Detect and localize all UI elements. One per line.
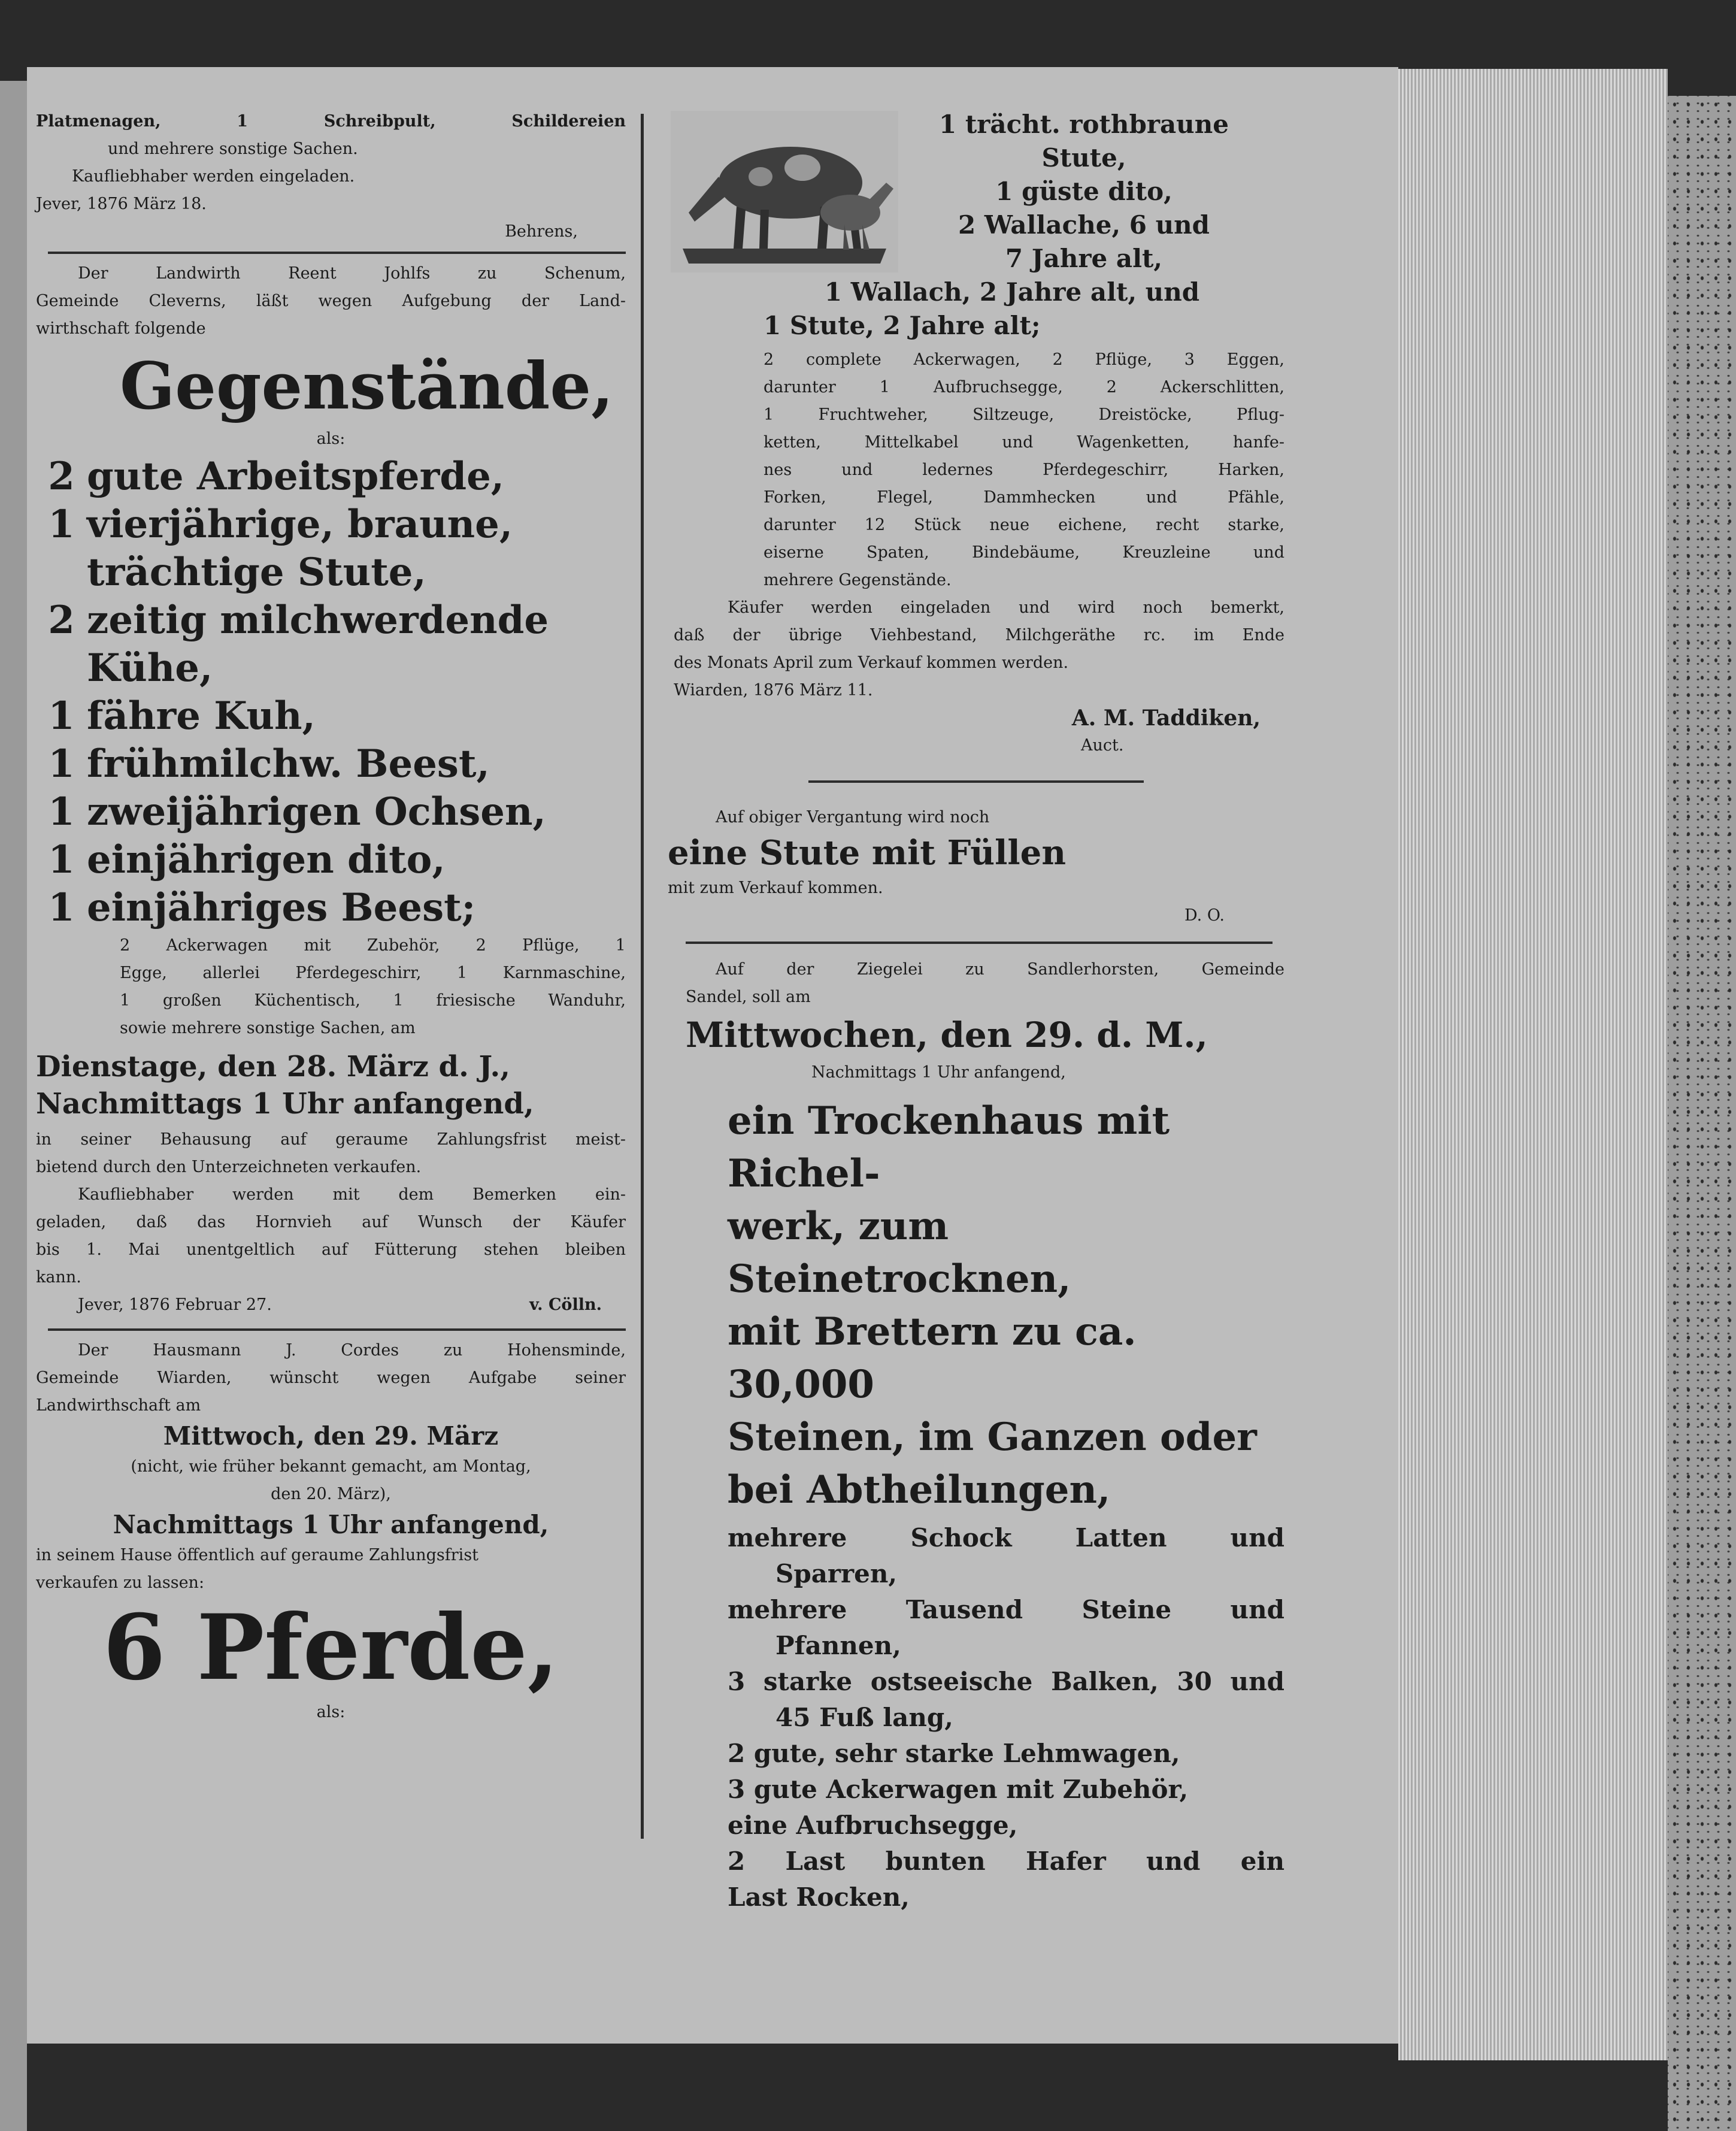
initials: D. O. [1184, 906, 1225, 925]
list-item: 7 Jahre alt, [1005, 244, 1163, 273]
heading: Gegenstände, [120, 349, 614, 424]
ad-line: Kaufliebhaber werden eingeladen. [72, 167, 355, 186]
left-column [36, 108, 626, 1726]
ad-cordes [36, 1337, 626, 1726]
list-item: 1 Wallach, 2 Jahre alt, und [824, 277, 1200, 307]
auction-date: Dienstage, den 28. März d. J., [36, 1050, 510, 1083]
book-cover [1668, 96, 1736, 2131]
list-item: 1 zweijährigen Ochsen, [48, 789, 546, 834]
ad-furniture [36, 108, 626, 246]
list-item: 2 zeitig milchwerdende [48, 598, 549, 643]
ad-line: Der Landwirth Reent Johlfs zu Schenum, [78, 264, 626, 283]
ad-line: Forken, Flegel, Dammhecken und Pfähle, [764, 488, 1284, 507]
divider [686, 942, 1273, 944]
list-item: Stute, [1041, 143, 1126, 172]
ad-reent-johlfs [36, 260, 626, 1319]
ad-line: Auf obiger Vergantung wird noch [716, 808, 990, 827]
list-item: 2 gute Arbeitspferde, [48, 454, 505, 499]
ad-line: in seiner Behausung auf geraume Zahlungsfrist meist- [36, 1130, 626, 1149]
ad-line: Sandel, soll am [686, 988, 811, 1006]
offer-line: werk, zum Steinetrocknen, [728, 1204, 1071, 1301]
list-item: trächtige Stute, [87, 550, 426, 595]
ad-line: geladen, daß das Hornvieh auf Wunsch der Käufer [36, 1213, 626, 1231]
ad-line: Auf der Ziegelei zu Sandlerhorsten, Gemeinde [716, 960, 1284, 979]
ad-note: (nicht, wie früher bekannt gemacht, am Montag, [131, 1457, 531, 1476]
list-item: 2 gute, sehr starke Lehmwagen, [728, 1739, 1180, 1768]
offer-line: mit Brettern zu ca. 30,000 [728, 1309, 1137, 1407]
signature: A. M. Taddiken, [1071, 706, 1261, 731]
ad-line: Gemeinde Cleverns, läßt wegen Aufgebung der Land- [36, 292, 626, 310]
offer-line: Steinen, im Ganzen oder [728, 1415, 1257, 1460]
list-item: 1 einjähriges Beest; [48, 885, 476, 930]
ad-line: mehrere Gegenstände. [764, 571, 952, 589]
ad-line: und mehrere sonstige Sachen. [108, 140, 358, 158]
book-page-edges [1398, 69, 1668, 2060]
list-item: 3 starke ostseeische Balken, 30 und [728, 1667, 1284, 1696]
list-item: mehrere Tausend Steine und [728, 1595, 1284, 1624]
als-label: als: [316, 1703, 346, 1721]
ad-ziegelei [668, 956, 1284, 1915]
item-list [36, 453, 626, 932]
list-item: 1 güste dito, [995, 177, 1173, 206]
signature-row [36, 1291, 626, 1319]
list-item: 2 Last bunten Hafer und ein [728, 1847, 1284, 1876]
list-item: 1 fähre Kuh, [48, 694, 316, 738]
item-list [668, 1520, 1284, 1915]
ad-line: darunter 12 Stück neue eichene, recht starke, [764, 516, 1284, 534]
list-item: Sparren, [775, 1559, 898, 1588]
ad-line: bietend durch den Unterzeichneten verkaufen. [36, 1158, 422, 1176]
divider [48, 1328, 626, 1331]
auction-time: Nachmittags 1 Uhr anfangend, [36, 1087, 534, 1121]
ad-line: ketten, Mittelkabel und Wagenketten, hanfe- [764, 433, 1284, 452]
list-item: 1 vierjährige, braune, [48, 502, 513, 547]
heading: 6 Pferde, [103, 1595, 559, 1700]
ad-line: daß der übrige Viehbestand, Milchgeräthe rc. im Ende [674, 626, 1284, 644]
ad-body [668, 594, 1284, 759]
ad-line: sowie mehrere sonstige Sachen, am [120, 1019, 416, 1037]
ad-line: bis 1. Mai unentgeltlich auf Fütterung stehen bleiben [36, 1240, 626, 1259]
list-item: 45 Fuß lang, [775, 1703, 953, 1732]
ad-taddiken [668, 108, 1284, 759]
list-item: 1 frühmilchw. Beest, [48, 741, 490, 786]
list-item: eine Aufbruchsegge, [728, 1811, 1018, 1840]
ad-line: Kaufliebhaber werden mit dem Bemerken ein- [78, 1185, 626, 1204]
ad-note: den 20. März), [271, 1485, 391, 1503]
ad-line: des Monats April zum Verkauf kommen werden. [674, 653, 1069, 672]
list-item: Pfannen, [775, 1631, 901, 1660]
signature: Behrens, [505, 222, 578, 241]
list-item: mehrere Schock Latten und [728, 1523, 1284, 1552]
auction-time: Nachmittags 1 Uhr anfangend, [811, 1063, 1066, 1082]
list-item: 1 einjährigen dito, [48, 837, 446, 882]
list-item: 1 trächt. rothbraune [939, 110, 1229, 139]
right-column [668, 108, 1284, 1915]
list-item: 3 gute Ackerwagen mit Zubehör, [728, 1775, 1189, 1804]
item-details [668, 346, 1284, 594]
ad-line: Gemeinde Wiarden, wünscht wegen Aufgabe seiner [36, 1369, 626, 1387]
left-page-edge [0, 81, 27, 2131]
list-item: 1 Stute, 2 Jahre alt; [764, 311, 1041, 340]
place-date: Wiarden, 1876 März 11. [674, 681, 873, 700]
ad-line: Käufer werden eingeladen und wird noch bemerkt, [728, 598, 1284, 617]
ad-line: wirthschaft folgende [36, 319, 206, 338]
ad-line: 1 Fruchtweher, Siltzeuge, Dreistöcke, Pflug- [764, 405, 1284, 424]
auction-time: Nachmittags 1 Uhr anfangend, [113, 1510, 549, 1539]
heading: eine Stute mit Füllen [668, 833, 1067, 873]
main-offer [668, 1095, 1284, 1516]
divider [48, 252, 626, 254]
ad-line: Landwirthschaft am [36, 1396, 201, 1415]
ad-line: Egge, allerlei Pferdegeschirr, 1 Karnmaschine, [120, 964, 626, 982]
ad-line: nes und ledernes Pferdegeschirr, Harken, [764, 461, 1284, 479]
signature: v. Cölln. [529, 1295, 602, 1314]
als-label: als: [316, 429, 346, 448]
offer-line: ein Trockenhaus mit Richel- [728, 1098, 1170, 1196]
column-divider [641, 114, 644, 1839]
place-date: Jever, 1876 Februar 27. [78, 1295, 272, 1314]
ad-line: Der Hausmann J. Cordes zu Hohensminde, [78, 1341, 626, 1360]
list-item: Last Rocken, [728, 1882, 910, 1912]
list-item: 2 Wallache, 6 und [958, 210, 1210, 240]
ad-line: mit zum Verkauf kommen. [668, 879, 883, 897]
ad-line: verkaufen zu lassen: [36, 1573, 205, 1592]
ad-line: Platmenagen, 1 Schreibpult, Schildereien [36, 112, 626, 131]
offer-line: bei Abtheilungen, [728, 1467, 1111, 1512]
signature-title: Auct. [1081, 736, 1124, 755]
ad-line: in seinem Hause öffentlich auf geraume Zahlungsfrist [36, 1546, 479, 1564]
auction-date: Mittwochen, den 29. d. M., [686, 1015, 1208, 1055]
ad-line: eiserne Spaten, Bindebäume, Kreuzleine und [764, 543, 1284, 562]
ad-stute-fuellen [668, 804, 1284, 930]
auction-date: Mittwoch, den 29. März [163, 1421, 499, 1451]
ad-line: 2 complete Ackerwagen, 2 Pflüge, 3 Eggen, [764, 350, 1284, 369]
divider [808, 780, 1144, 783]
ad-line: 1 großen Küchentisch, 1 friesische Wanduhr, [120, 991, 626, 1010]
ad-line: 2 Ackerwagen mit Zubehör, 2 Pflüge, 1 [120, 936, 626, 955]
ad-line: darunter 1 Aufbruchsegge, 2 Ackerschlitten, [764, 378, 1284, 396]
ad-line: kann. [36, 1268, 81, 1287]
ad-line: Jever, 1876 März 18. [36, 195, 207, 213]
list-item: Kühe, [87, 646, 213, 691]
